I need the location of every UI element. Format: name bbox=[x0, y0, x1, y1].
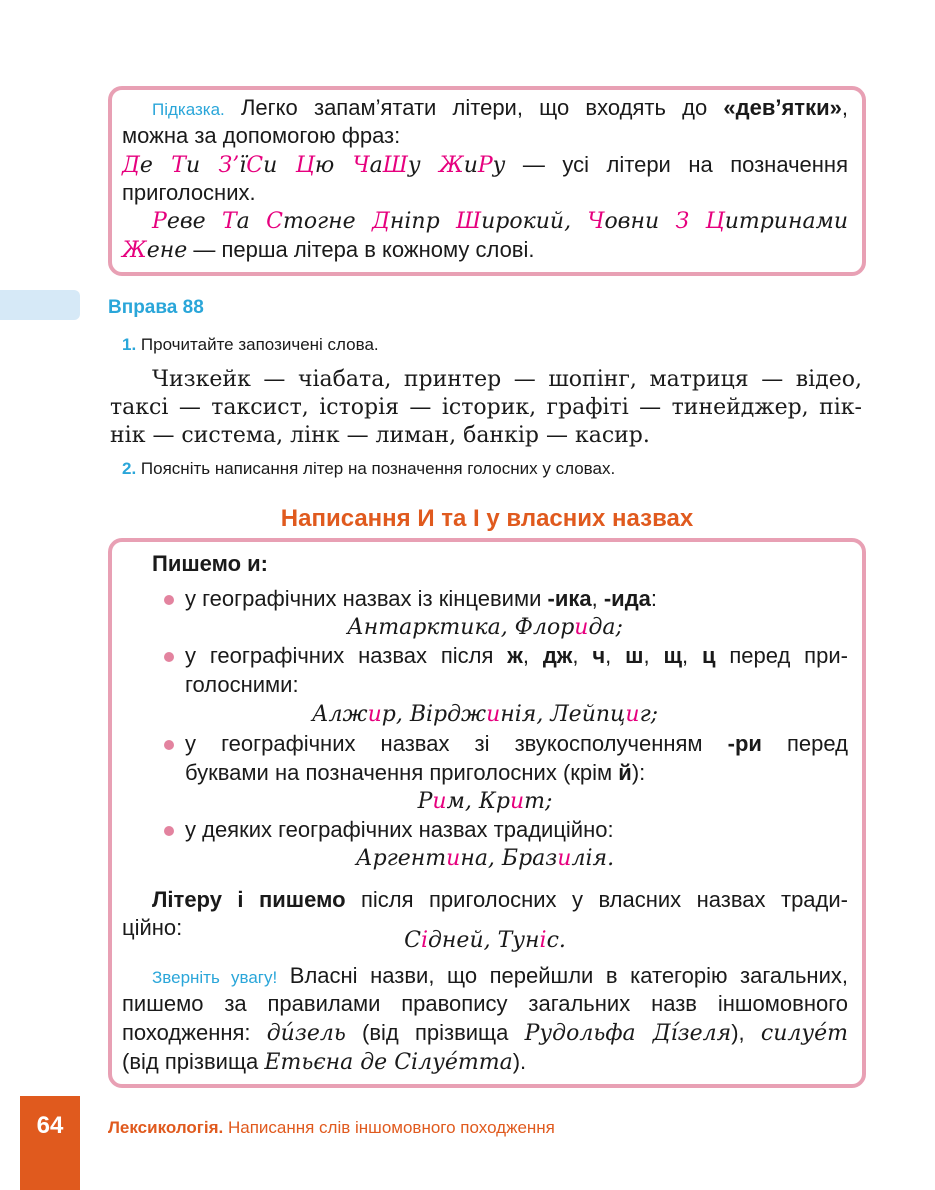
example-3: Рим, Крит; bbox=[417, 789, 553, 814]
mnemonic-initial: Ц bbox=[705, 209, 725, 234]
note-line-2: пишемо за правилами правопису загальних назв іншомовного bbox=[122, 991, 848, 1016]
section-title: Написання И та І у власних назвах bbox=[280, 505, 694, 532]
mnemonic-phrase-1: Де Ти З’їСи Цю ЧаШу ЖиРу bbox=[122, 153, 506, 178]
rule-bullet-2: у географічних назвах після ж, дж, ч, ш, щ, ц перед при- bbox=[185, 643, 848, 668]
note-line-4: (від прізвища Етьєна де Сілуе́тта). bbox=[122, 1049, 527, 1075]
bullet-4 bbox=[164, 826, 174, 836]
footer-text bbox=[108, 1114, 555, 1142]
hint-label: Підказка. bbox=[152, 100, 225, 119]
mnemonic-phrase-2-end: Жене bbox=[122, 238, 188, 263]
task-1-number: 1. bbox=[122, 335, 137, 354]
rule-bullet-3-line-2: буквами на позначення приголосних (крім й): bbox=[185, 760, 646, 785]
rule-bullet-4: у деяких географічних назвах традиційно: bbox=[185, 817, 614, 842]
mnemonic-initial: Ж bbox=[122, 238, 147, 263]
rule-bullet-2-line-2: голосними: bbox=[185, 672, 299, 697]
hint-bold: «дев’ятки» bbox=[723, 95, 842, 120]
exercise-title: Вправа 88 bbox=[108, 297, 204, 318]
words-line-1: Чизкейк — чіабата, принтер — шопінг, матриця — відео, bbox=[152, 367, 862, 392]
mnemonic-initial: Ж bbox=[438, 153, 464, 178]
footer-section: Лексикологія. bbox=[108, 1118, 224, 1137]
words-line-3: нік — система, лінк — лиман, банкір — касир. bbox=[110, 423, 650, 448]
bullet-3 bbox=[164, 740, 174, 750]
mnemonic-initial: Р bbox=[152, 209, 167, 234]
hint-line-3-rest: — усі літери на позначення bbox=[522, 152, 848, 177]
hint-line-2: можна за допомогою фраз: bbox=[122, 123, 401, 148]
mnemonic-initial: Т bbox=[221, 209, 237, 234]
mnemonic-initial: З bbox=[675, 209, 706, 234]
mnemonic-initial: Ш bbox=[382, 153, 408, 178]
footer-topic: Написання слів іншомовного походження bbox=[227, 1118, 555, 1137]
note-line-3: походження: ди́зель (від прізвища Рудольфа Ді́зеля), силуе́т bbox=[122, 1020, 849, 1046]
mnemonic-initial: Д bbox=[122, 153, 140, 178]
note-label: Зверніть увагу! bbox=[152, 968, 278, 987]
rule-bullet-3: у географічних назвах зі звукосполученням -ри перед bbox=[185, 731, 848, 756]
hint-line-3 bbox=[122, 151, 848, 180]
mnemonic-initial: Ц bbox=[295, 153, 315, 178]
example-5: Сідней, Туніс. bbox=[404, 928, 566, 953]
hint-line-6: Жене — перша літера в кожному слові. bbox=[122, 237, 535, 263]
mnemonic-initial: З’ bbox=[218, 153, 240, 178]
mnemonic-initial: Р bbox=[477, 153, 493, 178]
mnemonic-phrase-2: Реве Та Стогне Дніпр Широкий, Човни З Цитринами bbox=[152, 209, 848, 234]
bullet-1 bbox=[164, 595, 174, 605]
mnemonic-initial: Ч bbox=[587, 209, 605, 234]
hint-line-4: приголосних. bbox=[122, 180, 256, 205]
mnemonic-initial: Ч bbox=[352, 153, 370, 178]
rule-i-line-2: ційно: bbox=[122, 915, 183, 940]
task-2-number: 2. bbox=[122, 459, 137, 478]
rule-i-line-1: Літеру і пишемо після приголосних у власних назвах тради- bbox=[152, 887, 848, 912]
note-line-1: Зверніть увагу! Власні назви, що перейшли в категорію загальних, bbox=[152, 963, 848, 988]
example-4: Аргентина, Бразилія. bbox=[355, 846, 615, 871]
hint-line-1: Підказка. Легко запам’ятати літери, що входять до «дев’ятки», bbox=[152, 95, 848, 120]
mnemonic-initial: С bbox=[266, 209, 283, 234]
task-2: 2. Поясніть написання літер на позначення голосних у словах. bbox=[122, 459, 616, 478]
mnemonic-initial: Ш bbox=[456, 209, 482, 234]
example-2: Алжир, Вірджинія, Лейпциг; bbox=[311, 702, 659, 727]
mnemonic-initial: Д bbox=[372, 209, 390, 234]
task-1: 1. Прочитайте запозичені слова. bbox=[122, 335, 379, 354]
example-1: Антарктика, Флорида; bbox=[347, 615, 623, 640]
words-line-2: таксі — таксист, історія — історик, графіті — тинейджер, пік- bbox=[110, 395, 862, 420]
page-number-block bbox=[20, 1096, 80, 1190]
rule-bullet-1: у географічних назвах із кінцевими -ика, -ида: bbox=[185, 586, 658, 611]
side-tab bbox=[0, 290, 80, 320]
rule-heading: Пишемо и: bbox=[152, 551, 269, 576]
bullet-2 bbox=[164, 652, 174, 662]
mnemonic-initial: С bbox=[246, 153, 264, 178]
page-number: 64 bbox=[36, 1112, 64, 1139]
mnemonic-initial: Т bbox=[171, 153, 186, 178]
hint-text: Легко запам’ятати літери, що входять до bbox=[240, 95, 708, 120]
